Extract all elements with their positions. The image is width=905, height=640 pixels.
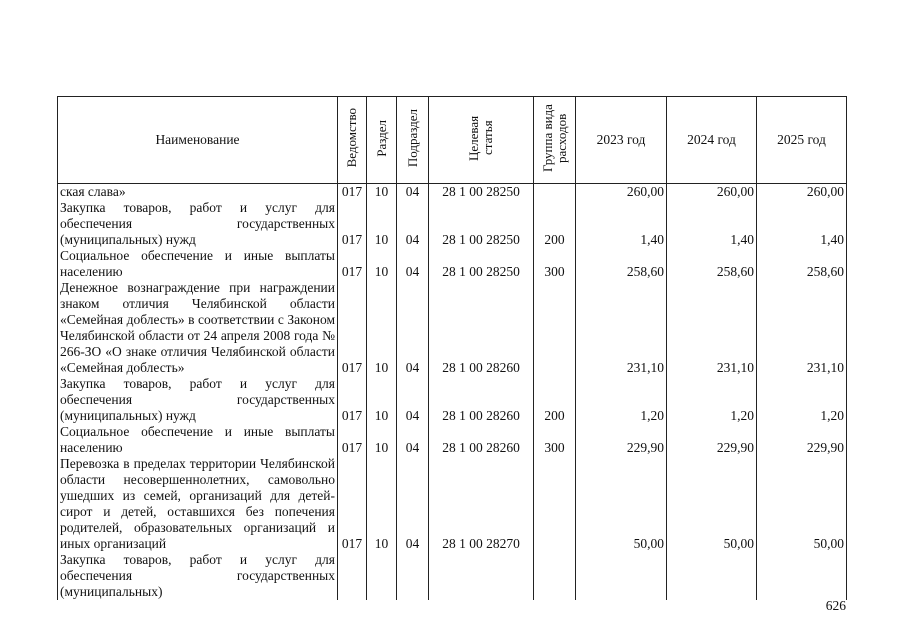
cell-2024-text: 1,40 xyxy=(730,232,754,247)
cell-name xyxy=(58,248,338,280)
cell-2024-text: 260,00 xyxy=(716,184,754,199)
cell-celevaya-statya xyxy=(429,456,534,552)
header-vedomstvo: Ведомство xyxy=(338,97,367,184)
header-2025: 2025 год xyxy=(757,97,847,184)
table-row xyxy=(58,456,847,552)
cell-vedomstvo xyxy=(338,424,367,456)
cell-razdel xyxy=(367,184,397,201)
cell-gruppa-vida-rashodov xyxy=(534,248,576,280)
cell-2025 xyxy=(757,184,847,201)
cell-celevaya-statya-text: 28 1 00 28270 xyxy=(442,536,520,551)
table-row xyxy=(58,424,847,456)
cell-razdel xyxy=(367,424,397,456)
cell-podrazdel xyxy=(397,280,429,376)
table-row xyxy=(58,376,847,424)
cell-celevaya-statya-text: 28 1 00 28250 xyxy=(442,232,520,247)
cell-vedomstvo xyxy=(338,184,367,201)
cell-gruppa-vida-rashodov-text: 200 xyxy=(544,232,565,247)
cell-name xyxy=(58,200,338,248)
cell-vedomstvo-text: 017 xyxy=(341,360,363,375)
cell-gruppa-vida-rashodov-text: 200 xyxy=(544,408,565,423)
cell-name-text: Закупка товаров, работ и услуг для обеспечения государственных (муниципальных) xyxy=(60,552,335,599)
cell-2024 xyxy=(667,376,757,424)
cell-gruppa-vida-rashodov-text: 300 xyxy=(544,440,565,455)
cell-podrazdel xyxy=(397,200,429,248)
cell-podrazdel-text: 04 xyxy=(405,360,420,375)
cell-gruppa-vida-rashodov xyxy=(534,376,576,424)
cell-razdel-text: 10 xyxy=(374,440,389,455)
cell-2025 xyxy=(757,424,847,456)
cell-2024 xyxy=(667,552,757,600)
header-celevaya-statya: Целевая статья xyxy=(429,97,534,184)
table-row xyxy=(58,184,847,201)
cell-2023 xyxy=(576,248,667,280)
cell-razdel xyxy=(367,376,397,424)
cell-gruppa-vida-rashodov xyxy=(534,280,576,376)
cell-name-text: Денежное вознаграждение при награждении знаком отличия Челябинской области «Семейная доблесть» в соответствии с Законом Челябинской области от 24 апреля 2008 года № 266-ЗО «О знаке отличия Челябинской области «Семейная доблесть» xyxy=(60,280,335,375)
header-2024: 2024 год xyxy=(667,97,757,184)
cell-name-text: Социальное обеспечение и иные выплаты населению xyxy=(60,424,335,455)
cell-razdel-text: 10 xyxy=(374,408,389,423)
cell-2024 xyxy=(667,424,757,456)
cell-gruppa-vida-rashodov-text: 300 xyxy=(544,264,565,279)
cell-2023-text: 229,90 xyxy=(626,440,664,455)
cell-2023 xyxy=(576,456,667,552)
table-row xyxy=(58,280,847,376)
header-gruppa-vida-rashodov: Группа вида расходов xyxy=(534,97,576,184)
cell-2025 xyxy=(757,280,847,376)
cell-podrazdel-text: 04 xyxy=(405,264,420,279)
cell-gruppa-vida-rashodov xyxy=(534,552,576,600)
cell-celevaya-statya xyxy=(429,200,534,248)
cell-razdel xyxy=(367,248,397,280)
cell-2025-text: 50,00 xyxy=(813,536,844,551)
cell-name-text: Закупка товаров, работ и услуг для обеспечения государственных (муниципальных) нужд xyxy=(60,200,335,247)
cell-vedomstvo xyxy=(338,248,367,280)
cell-2024 xyxy=(667,184,757,201)
cell-2025-text: 260,00 xyxy=(806,184,844,199)
cell-celevaya-statya xyxy=(429,552,534,600)
cell-2025-text: 1,40 xyxy=(820,232,844,247)
cell-name xyxy=(58,424,338,456)
cell-razdel xyxy=(367,200,397,248)
cell-2024-text: 231,10 xyxy=(716,360,754,375)
cell-2025 xyxy=(757,376,847,424)
cell-gruppa-vida-rashodov xyxy=(534,424,576,456)
cell-celevaya-statya xyxy=(429,184,534,201)
cell-name xyxy=(58,280,338,376)
cell-vedomstvo xyxy=(338,552,367,600)
cell-razdel-text: 10 xyxy=(374,264,389,279)
cell-razdel xyxy=(367,280,397,376)
cell-name-text: Перевозка в пределах территории Челябинской области несовершеннолетних, самовольно ушедших из семей, организаций для детей-сирот и детей, оставшихся без попечения родителей, образовательных организаций и иных организаций xyxy=(60,456,335,551)
cell-gruppa-vida-rashodov xyxy=(534,200,576,248)
cell-podrazdel xyxy=(397,552,429,600)
cell-podrazdel-text: 04 xyxy=(405,440,420,455)
cell-2023-text: 1,20 xyxy=(640,408,664,423)
cell-vedomstvo xyxy=(338,200,367,248)
cell-vedomstvo-text: 017 xyxy=(341,184,363,199)
cell-podrazdel-text: 04 xyxy=(405,536,420,551)
cell-2023 xyxy=(576,376,667,424)
cell-razdel xyxy=(367,456,397,552)
cell-2023 xyxy=(576,200,667,248)
cell-2025 xyxy=(757,552,847,600)
cell-2025-text: 229,90 xyxy=(806,440,844,455)
cell-2023 xyxy=(576,424,667,456)
cell-podrazdel xyxy=(397,456,429,552)
cell-2025-text: 1,20 xyxy=(820,408,844,423)
cell-celevaya-statya-text: 28 1 00 28260 xyxy=(442,440,520,455)
cell-2023-text: 1,40 xyxy=(640,232,664,247)
cell-gruppa-vida-rashodov xyxy=(534,456,576,552)
cell-2025 xyxy=(757,248,847,280)
table-row xyxy=(58,248,847,280)
cell-vedomstvo xyxy=(338,376,367,424)
table-row xyxy=(58,200,847,248)
header-2023: 2023 год xyxy=(576,97,667,184)
cell-vedomstvo-text: 017 xyxy=(341,232,363,247)
cell-celevaya-statya xyxy=(429,376,534,424)
cell-vedomstvo-text: 017 xyxy=(341,408,363,423)
cell-2025-text: 258,60 xyxy=(806,264,844,279)
cell-name xyxy=(58,552,338,600)
cell-razdel-text: 10 xyxy=(374,360,389,375)
cell-2024-text: 229,90 xyxy=(716,440,754,455)
header-podrazdel: Подраздел xyxy=(397,97,429,184)
cell-2024-text: 258,60 xyxy=(716,264,754,279)
cell-podrazdel xyxy=(397,248,429,280)
cell-2023-text: 231,10 xyxy=(626,360,664,375)
cell-name-text: Социальное обеспечение и иные выплаты населению xyxy=(60,248,335,279)
header-name: Наименование xyxy=(58,97,338,184)
cell-razdel xyxy=(367,552,397,600)
cell-podrazdel-text: 04 xyxy=(405,408,420,423)
cell-2023-text: 50,00 xyxy=(633,536,664,551)
cell-celevaya-statya-text: 28 1 00 28260 xyxy=(442,360,520,375)
cell-celevaya-statya xyxy=(429,280,534,376)
cell-vedomstvo-text: 017 xyxy=(341,264,363,279)
cell-vedomstvo-text: 017 xyxy=(341,440,363,455)
cell-2024 xyxy=(667,200,757,248)
cell-name-text: ская слава» xyxy=(60,184,126,199)
cell-2025 xyxy=(757,456,847,552)
cell-2023-text: 260,00 xyxy=(626,184,664,199)
cell-celevaya-statya-text: 28 1 00 28250 xyxy=(442,184,520,199)
cell-2024-text: 50,00 xyxy=(723,536,754,551)
cell-gruppa-vida-rashodov xyxy=(534,184,576,201)
cell-2023 xyxy=(576,184,667,201)
cell-celevaya-statya-text: 28 1 00 28260 xyxy=(442,408,520,423)
cell-vedomstvo xyxy=(338,280,367,376)
cell-2024 xyxy=(667,280,757,376)
cell-2025-text: 231,10 xyxy=(806,360,844,375)
cell-2024 xyxy=(667,248,757,280)
cell-celevaya-statya-text: 28 1 00 28250 xyxy=(442,264,520,279)
cell-2023-text: 258,60 xyxy=(626,264,664,279)
cell-name xyxy=(58,376,338,424)
cell-name xyxy=(58,184,338,201)
cell-2025 xyxy=(757,200,847,248)
cell-2024 xyxy=(667,456,757,552)
cell-name-text: Закупка товаров, работ и услуг для обеспечения государственных (муниципальных) нужд xyxy=(60,376,335,423)
cell-celevaya-statya xyxy=(429,424,534,456)
budget-table xyxy=(57,96,847,600)
table-row xyxy=(58,552,847,600)
header-razdel: Раздел xyxy=(367,97,397,184)
cell-vedomstvo xyxy=(338,456,367,552)
cell-celevaya-statya xyxy=(429,248,534,280)
cell-vedomstvo-text: 017 xyxy=(341,536,363,551)
cell-razdel-text: 10 xyxy=(374,232,389,247)
cell-2024-text: 1,20 xyxy=(730,408,754,423)
cell-podrazdel-text: 04 xyxy=(405,184,420,199)
page-number: 626 xyxy=(825,598,846,613)
cell-name xyxy=(58,456,338,552)
cell-podrazdel xyxy=(397,184,429,201)
cell-2023 xyxy=(576,552,667,600)
cell-podrazdel-text: 04 xyxy=(405,232,420,247)
cell-podrazdel xyxy=(397,376,429,424)
table-header-row xyxy=(58,97,847,184)
cell-podrazdel xyxy=(397,424,429,456)
cell-2023 xyxy=(576,280,667,376)
cell-razdel-text: 10 xyxy=(374,536,389,551)
cell-razdel-text: 10 xyxy=(374,184,389,199)
